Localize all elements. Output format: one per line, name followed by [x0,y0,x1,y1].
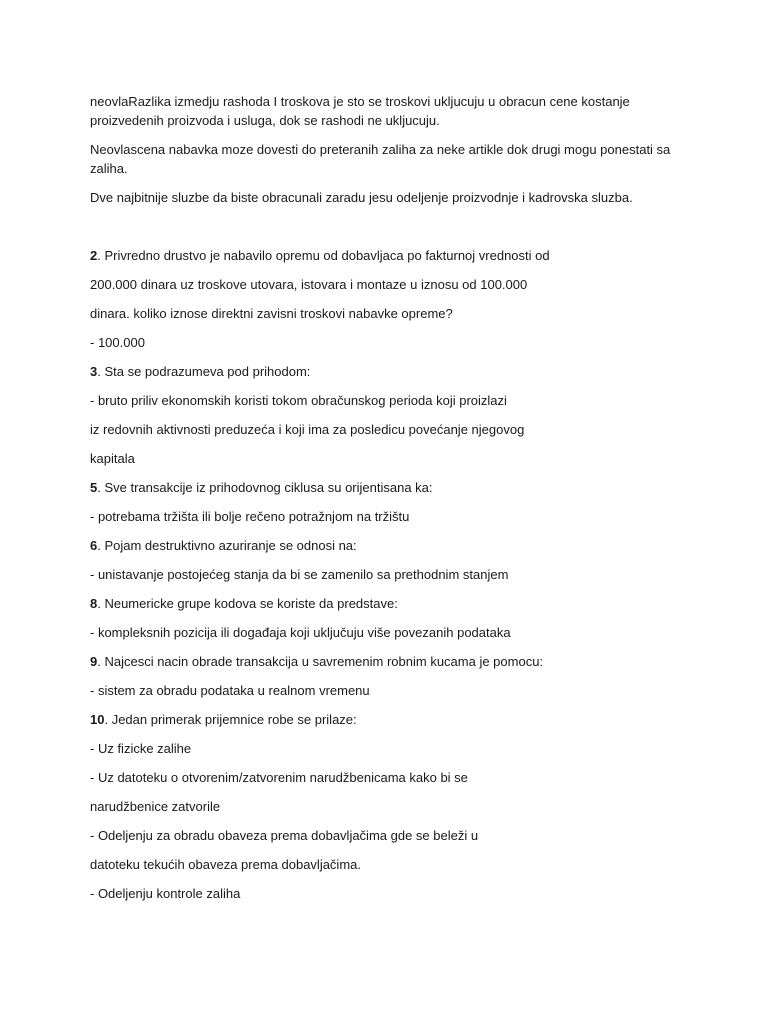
line-text: . Jedan primerak prijemnice robe se prilaze: [104,712,357,727]
intro-paragraph-2: Neovlascena nabavka moze dovesti do preteranih zaliha za neke artikle dok drugi mogu ponestati sa zaliha. [90,142,671,176]
intro-paragraph-3: Dve najbitnije sluzbe da biste obracunali zaradu jesu odeljenje proizvodnje i kadrovska sluzba. [90,190,633,205]
text-line [90,768,690,797]
intro-paragraph-1: neovlaRazlika izmedju rashoda I troskova je sto se troskovi ukljucuju u obracun cene kostanje proizvedenih proizvoda i usluga, dok se rashodi ne ukljucuju. [90,94,630,128]
text-line [90,391,690,420]
text-line [90,507,690,536]
text-line [90,739,690,768]
text-line [90,449,690,478]
questions-section [90,246,690,913]
question-number: 3 [90,364,98,379]
text-line [90,594,690,623]
line-text: - potrebama tržišta ili bolje rečeno potražnjom na tržištu [90,509,410,524]
question-number: 8 [90,596,98,611]
intro-section [90,92,690,207]
question-number: 6 [90,538,98,553]
line-text: . Pojam destruktivno azuriranje se odnosi na: [97,538,357,553]
line-text: - 100.000 [90,335,145,350]
text-line [90,536,690,565]
line-text: datoteku tekućih obaveza prema dobavljačima. [90,857,361,872]
text-line [90,478,690,507]
text-line [90,826,690,855]
text-line [90,652,690,681]
text-line [90,333,690,362]
line-text: narudžbenice zatvorile [90,799,221,814]
line-text: iz redovnih aktivnosti preduzeća i koji ima za posledicu povećanje njegovog [90,422,525,437]
line-text: . Neumericke grupe kodova se koriste da predstave: [97,596,398,611]
text-line [90,884,690,913]
line-text: - Odeljenju kontrole zaliha [90,886,241,901]
text-line [90,797,690,826]
text-line [90,362,690,391]
text-line [90,710,690,739]
line-text: . Sta se podrazumeva pod prihodom: [97,364,311,379]
text-line [90,304,690,333]
line-text: - sistem za obradu podataka u realnom vremenu [90,683,370,698]
question-number: 10 [90,712,105,727]
line-text: - kompleksnih pozicija ili događaja koji uključuju više povezanih podataka [90,625,511,640]
text-line [90,565,690,594]
text-line [90,420,690,449]
line-text: - Uz fizicke zalihe [90,741,192,756]
text-line [90,246,690,275]
line-text: - unistavanje postojećeg stanja da bi se zamenilo sa prethodnim stanjem [90,567,509,582]
text-line [90,623,690,652]
line-text: . Najcesci nacin obrade transakcija u savremenim robnim kucama je pomocu: [97,654,544,669]
line-text: - Odeljenju za obradu obaveza prema dobavljačima gde se beleži u [90,828,479,843]
question-number: 5 [90,480,98,495]
text-line [90,681,690,710]
line-text: . Privredno drustvo je nabavilo opremu od dobavljaca po fakturnoj vrednosti od [97,248,550,263]
line-text: . Sve transakcije iz prihodovnog ciklusa su orijentisana ka: [97,480,433,495]
text-line [90,855,690,884]
line-text: 200.000 dinara uz troskove utovara, istovara i montaze u iznosu od 100.000 [90,277,528,292]
line-text: kapitala [90,451,135,466]
line-text: - bruto priliv ekonomskih koristi tokom obračunskog perioda koji proizlazi [90,393,507,408]
text-line [90,275,690,304]
question-number: 2 [90,248,98,263]
question-number: 9 [90,654,98,669]
line-text: dinara. koliko iznose direktni zavisni troskovi nabavke opreme? [90,306,453,321]
line-text: - Uz datoteku o otvorenim/zatvorenim narudžbenicama kako bi se [90,770,468,785]
